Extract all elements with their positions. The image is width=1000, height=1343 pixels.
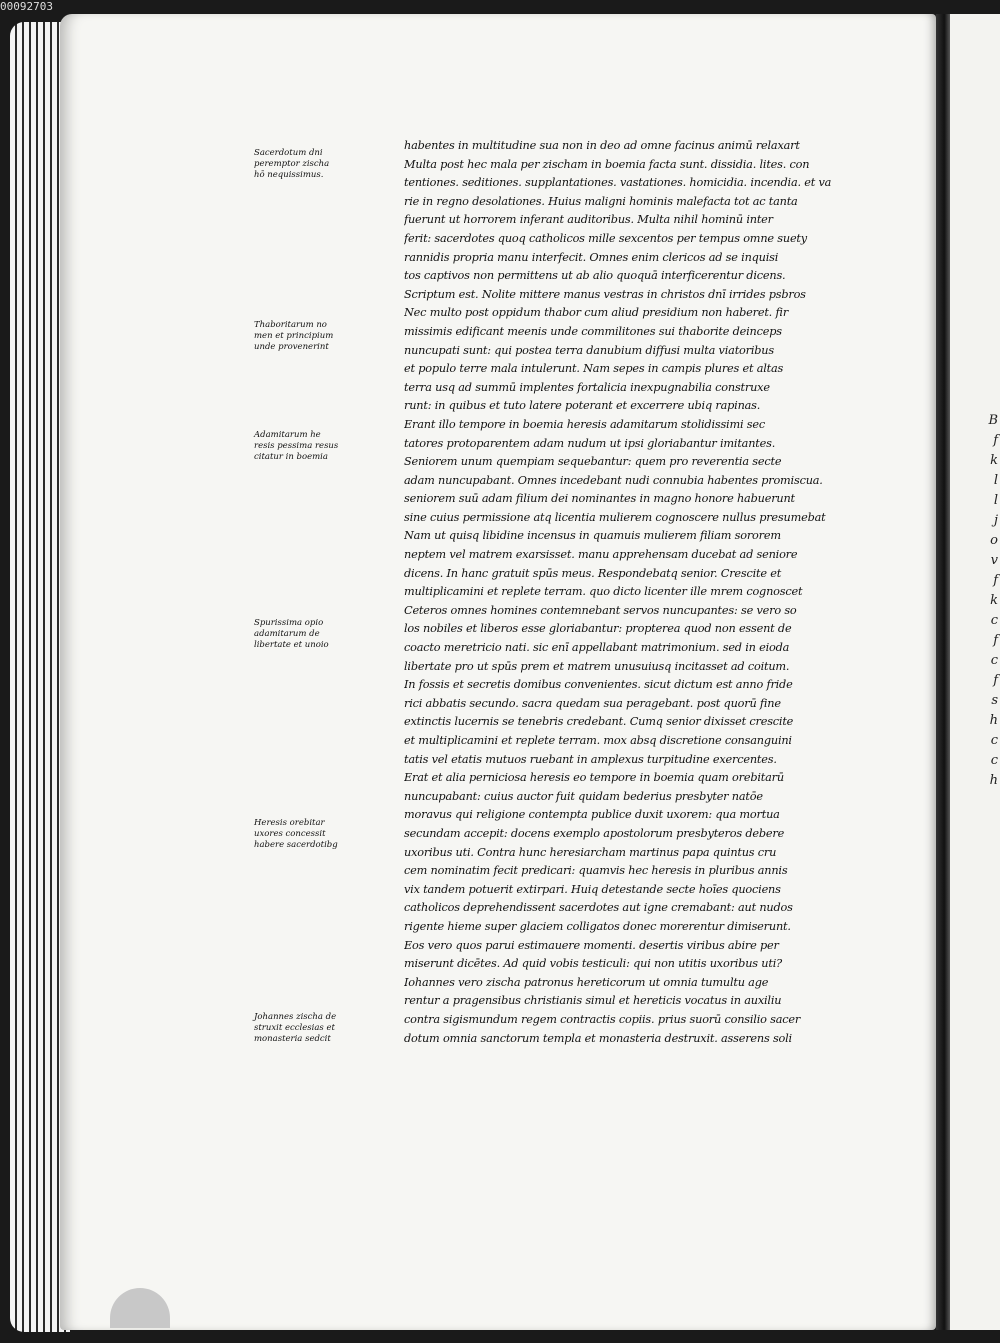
adjacent-page-glyph: o — [990, 533, 998, 548]
text-line: rie in regno desolationes. Huius maligni hominis malefacta tot ac tanta — [404, 194, 798, 208]
adjacent-page-glyph: c — [990, 733, 998, 748]
text-line: In fossis et secretis domibus convenientes. sicut dictum est anno fride — [404, 678, 793, 692]
adjacent-page-glyph: B — [988, 413, 998, 428]
text-line: Multa post hec mala per zischam in boemia facta sunt. dissidia. lites. con — [404, 157, 810, 171]
text-line: Iohannes vero zischa patronus hereticorum ut omnia tumultu age — [404, 975, 769, 989]
margin-note — [254, 818, 348, 851]
margin-note-line: habere sacerdotibg — [254, 840, 338, 850]
margin-note — [254, 618, 348, 651]
text-line: fuerunt ut horrorem inferant auditoribus. Multa nihil hominū inter — [404, 213, 773, 227]
adjacent-page-glyph: c — [990, 653, 998, 668]
text-line: coacto meretricio nati. sic enī appellabant matrimonium. sed in eioda — [404, 641, 790, 655]
text-line: nuncupati sunt: qui postea terra danubium diffusi multa viatoribus — [404, 343, 774, 357]
main-text-block — [404, 137, 914, 1048]
margin-note — [254, 148, 348, 181]
margin-note-line: adamitarum de — [254, 629, 320, 639]
margin-note-line: peremptor zischa — [254, 159, 330, 169]
text-line: adam nuncupabant. Omnes incedebant nudi connubia habentes promiscua. — [404, 473, 823, 487]
text-line: tatis vel etatis mutuos ruebant in amplexus turpitudine exercentes. — [404, 752, 777, 766]
adjacent-page-glyph: c — [990, 753, 998, 768]
text-line: tentiones. seditiones. supplantationes. vastationes. homicidia. incendia. et va — [404, 176, 832, 190]
adjacent-page-glyph: k — [990, 453, 998, 468]
text-line: missimis edificant meenis unde commilitones sui thaborite deinceps — [404, 324, 782, 338]
adjacent-page-glyph: h — [989, 713, 998, 728]
book-gutter — [936, 14, 950, 1330]
text-line: cem nominatim fecit predicari: quamvis hec heresis in pluribus annis — [404, 864, 788, 878]
text-line: Scriptum est. Nolite mittere manus vestras in christos dnī irrides psbros — [404, 287, 806, 301]
text-line: Nam ut quisq libidine incensus in quamuis mulierem filiam sororem — [404, 529, 781, 543]
text-line: miserunt dicētes. Ad quid vobis testiculi: qui non utitis uxoribus uti? — [404, 957, 782, 971]
margin-note-line: struxit ecclesias et — [254, 1023, 335, 1033]
text-line: los nobiles et liberos esse gloriabantur: propterea quod non essent de — [404, 622, 792, 636]
text-line: secundam accepit: docens exemplo apostolorum presbyteros debere — [404, 826, 785, 840]
text-line: et populo terre mala intulerunt. Nam sepes in campis plures et altas — [404, 362, 784, 376]
text-line: Seniorem unum quempiam sequebantur: quem pro reverentia secte — [404, 455, 782, 469]
text-line: catholicos deprehendissent sacerdotes aut igne cremabant: aut nudos — [404, 901, 793, 915]
adjacent-page-glyph: f — [993, 673, 998, 688]
margin-note-line: monasteria sedcit — [254, 1034, 331, 1044]
adjacent-page-glyph: f — [993, 573, 998, 588]
text-line: neptem vel matrem exarsisset. manu apprehensam ducebat ad seniore — [404, 548, 798, 562]
text-line: dicens. In hanc gratuit spūs meus. Respondebatq senior. Crescite et — [404, 566, 782, 580]
margin-note-line: Adamitarum he — [254, 430, 321, 440]
text-line: dotum omnia sanctorum templa et monasteria destruxit. asserens soli — [404, 1031, 792, 1045]
text-line: et multiplicamini et replete terram. mox absq discretione consanguini — [404, 734, 792, 747]
margin-note-line: libertate et unoio — [254, 640, 329, 650]
text-line: multiplicamini et replete terram. quo dicto licenter ille mrem cognoscet — [404, 585, 803, 599]
margin-note-line: unde provenerint — [254, 342, 329, 352]
adjacent-page-fragment — [950, 14, 1000, 1330]
text-line: uxoribus uti. Contra hunc heresiarcham martinus papa quintus cru — [404, 845, 777, 859]
margin-note-line: men et principium — [254, 331, 334, 341]
text-line: rannidis propria manu interfecit. Omnes enim clericos ad se inquisi — [404, 250, 779, 264]
text-line: tos captivos non permittens ut ab alio quoquā interficerentur dicens. — [404, 269, 786, 283]
adjacent-page-glyph: f — [993, 433, 998, 448]
text-line: nuncupabant: cuius auctor fuit quidam bederius presbyter natōe — [404, 789, 763, 803]
margin-note-line: uxores concessit — [254, 829, 326, 839]
text-line: tatores protoparentem adam nudum ut ipsi gloriabantur imitantes. — [404, 436, 776, 450]
margin-note-line: Spurissima opio — [254, 618, 324, 628]
adjacent-page-glyph: f — [993, 633, 998, 648]
margin-note-line: Thaboritarum no — [254, 320, 327, 330]
scan-id-label: 00092703 — [0, 0, 53, 13]
margin-note — [254, 430, 348, 463]
text-line: extinctis lucernis se tenebris credebant. Cumq senior dixisset crescite — [404, 715, 794, 729]
margin-note-line: hō nequissimus. — [254, 170, 324, 180]
text-line: sine cuius permissione atq licentia mulierem cognoscere nullus presumebat — [404, 510, 826, 524]
text-line: Eos vero quos parui estimauere momenti. desertis viribus abire per — [404, 938, 779, 952]
text-line: Erant illo tempore in boemia heresis adamitarum stolidissimi sec — [404, 417, 765, 431]
margin-note-line: Sacerdotum dni — [254, 148, 323, 158]
margin-note-line: Heresis orebitar — [254, 818, 325, 828]
adjacent-page-glyph: s — [991, 693, 998, 708]
text-line: contra sigismundum regem contractis copiis. prius suorū consilio sacer — [404, 1012, 801, 1026]
text-line: Ceteros omnes homines contemnebant servos nuncupantes: se vero so — [404, 603, 797, 617]
text-line: vix tandem potuerit extirpari. Huiq detestande secte hoīes quociens — [404, 882, 781, 896]
margin-note-line: resis pessima resus — [254, 441, 339, 451]
text-line: Erat et alia perniciosa heresis eo tempore in boemia quam orebitarū — [404, 771, 784, 785]
adjacent-page-glyph: h — [989, 773, 998, 788]
text-line: runt: in quibus et tuto latere poterant et excerrere ubiq rapinas. — [404, 399, 761, 413]
text-line: Nec multo post oppidum thabor cum aliud presidium non haberet. fir — [404, 306, 789, 320]
text-line: moravus qui religione contempta publice duxit uxorem: qua mortua — [404, 808, 780, 822]
text-line: rigente hieme super glaciem colligatos donec morerentur dimiserunt. — [404, 919, 791, 933]
text-line: rentur a pragensibus christianis simul et hereticis vocatus in auxiliu — [404, 994, 782, 1008]
margin-note-line: citatur in boemia — [254, 452, 328, 462]
margin-note-line: Johannes zischa de — [254, 1012, 337, 1022]
margin-note — [254, 320, 348, 353]
text-line: libertate pro ut spūs prem et matrem unusuiusq incitasset ad coitum. — [404, 659, 790, 673]
text-line: terra usq ad summū implentes fortalicia inexpugnabilia construxe — [404, 380, 770, 394]
adjacent-page-glyph: l — [993, 493, 998, 508]
adjacent-page-glyph: v — [990, 553, 998, 568]
adjacent-page-glyph: c — [990, 613, 998, 628]
adjacent-page-glyph: k — [990, 593, 998, 608]
adjacent-page-glyph: j — [993, 513, 998, 528]
text-line: seniorem suū adam filium dei nominantes in magno honore habuerunt — [404, 492, 795, 506]
text-line: habentes in multitudine sua non in deo ad omne facinus animū relaxart — [404, 139, 800, 152]
margin-note — [254, 1012, 348, 1045]
text-line: ferit: sacerdotes quoq catholicos mille sexcentos per tempus omne suety — [404, 231, 807, 245]
adjacent-page-glyph: l — [993, 473, 998, 488]
text-line: rici abbatis secundo. sacra quedam sua peragebant. post quorū fine — [404, 696, 781, 710]
